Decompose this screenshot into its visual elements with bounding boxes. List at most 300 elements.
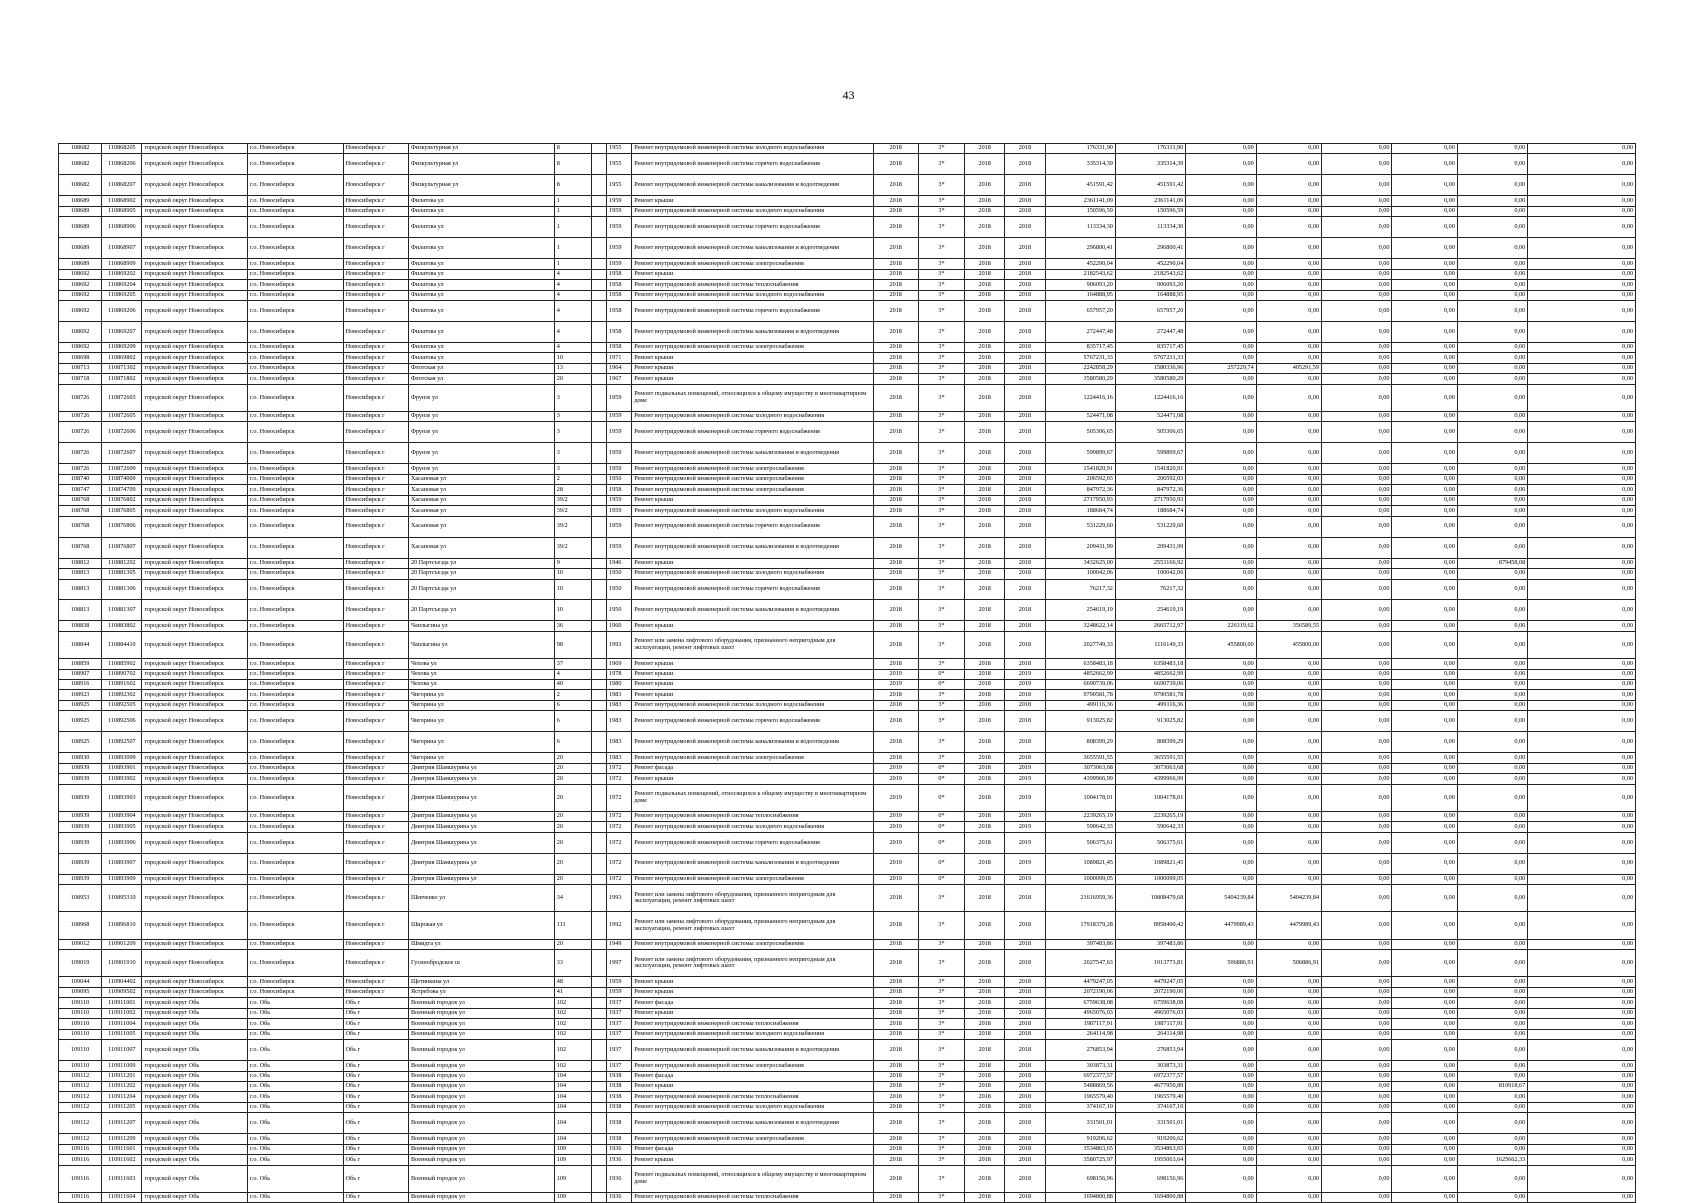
street-cell: Филатова ул bbox=[408, 269, 554, 279]
start-year-cell: 2018 bbox=[965, 811, 1005, 821]
table-row bbox=[59, 443, 1636, 464]
municipal-district-cell: городской округ Новосибирск bbox=[142, 853, 248, 874]
street-cell: Дмитрия Шамшурина ул bbox=[408, 811, 554, 821]
extra-amount-cell: 0,00 bbox=[1528, 259, 1636, 269]
start-year-cell: 2018 bbox=[965, 1061, 1005, 1071]
municipal-district-cell: городской округ Новосибирск bbox=[142, 763, 248, 773]
house-id-cell: 108939 bbox=[59, 784, 102, 811]
table-row bbox=[59, 301, 1636, 322]
municipal-district-cell: городской округ Новосибирск bbox=[142, 280, 248, 290]
street-cell: Фрунзе ул bbox=[408, 443, 554, 464]
category-cell: 3* bbox=[918, 175, 964, 196]
other-amount-cell: 0,00 bbox=[1457, 353, 1527, 363]
table-row bbox=[59, 998, 1636, 1008]
fund-amount-cell: 4399966,99 bbox=[1115, 774, 1185, 784]
work-id-cell: 110909502 bbox=[102, 987, 142, 997]
regional-amount-cell: 0,00 bbox=[1256, 784, 1321, 811]
regional-amount-cell: 0,00 bbox=[1256, 422, 1321, 443]
fund-amount-cell: 272447,48 bbox=[1115, 321, 1185, 342]
category-cell: 0* bbox=[918, 784, 964, 811]
plan-year-cell: 2018 bbox=[873, 987, 918, 997]
start-year-cell: 2018 bbox=[965, 537, 1005, 558]
work-id-cell: 110881306 bbox=[102, 579, 142, 600]
extra-amount-cell: 0,00 bbox=[1528, 516, 1636, 537]
total-cost-cell: 254619,19 bbox=[1045, 600, 1115, 621]
house-number-cell: 102 bbox=[554, 1008, 591, 1018]
house-id-cell: 109110 bbox=[59, 1040, 102, 1061]
start-year-cell: 2018 bbox=[965, 321, 1005, 342]
house-id-cell: 108747 bbox=[59, 485, 102, 495]
build-year-cell: 1959 bbox=[607, 217, 632, 238]
fund-amount-cell: 113334,30 bbox=[1115, 217, 1185, 238]
federal-amount-cell: 0,00 bbox=[1186, 558, 1256, 568]
house-number-cell: 4 bbox=[554, 301, 591, 322]
house-number-cell: 1 bbox=[554, 217, 591, 238]
municipal-entity-cell: г.о. Новосибирск bbox=[248, 811, 344, 821]
total-cost-cell: 2239265,19 bbox=[1045, 811, 1115, 821]
start-year-cell: 2018 bbox=[965, 763, 1005, 773]
street-cell: Филатова ул bbox=[408, 342, 554, 352]
other-amount-cell: 0,00 bbox=[1457, 1071, 1527, 1081]
municipal-district-cell: городской округ Новосибирск bbox=[142, 537, 248, 558]
locality-cell: Новосибирск г bbox=[343, 853, 408, 874]
municipal-entity-cell: г.о. Новосибирск bbox=[248, 474, 344, 484]
house-number-cell: 8 bbox=[554, 175, 591, 196]
owners-amount-cell: 0,00 bbox=[1392, 1192, 1457, 1202]
regional-amount-cell: 0,00 bbox=[1256, 811, 1321, 821]
municipal-entity-cell: г.о. Новосибирск bbox=[248, 342, 344, 352]
owners-amount-cell: 0,00 bbox=[1392, 301, 1457, 322]
house-id-cell: 109110 bbox=[59, 1029, 102, 1039]
build-year-cell: 1972 bbox=[607, 822, 632, 832]
table-row bbox=[59, 506, 1636, 516]
federal-amount-cell: 0,00 bbox=[1186, 495, 1256, 505]
build-year-cell: 1993 bbox=[607, 631, 632, 658]
table-row bbox=[59, 269, 1636, 279]
fund-amount-cell: 8958400,42 bbox=[1115, 912, 1185, 939]
fund-amount-cell: 6759638,08 bbox=[1115, 998, 1185, 1008]
fund-amount-cell: 1987117,91 bbox=[1115, 1019, 1185, 1029]
house-id-cell: 108925 bbox=[59, 700, 102, 710]
municipal-district-cell: городской округ Новосибирск bbox=[142, 822, 248, 832]
table-row bbox=[59, 700, 1636, 710]
plan-year-cell: 2018 bbox=[873, 732, 918, 753]
regional-amount-cell: 0,00 bbox=[1256, 384, 1321, 411]
table-row bbox=[59, 763, 1636, 773]
federal-amount-cell: 0,00 bbox=[1186, 537, 1256, 558]
category-cell: 0* bbox=[918, 774, 964, 784]
end-year-cell: 2019 bbox=[1005, 784, 1045, 811]
owners-amount-cell: 0,00 bbox=[1392, 290, 1457, 300]
work-type-cell: Ремонт внутридомовой инженерной системы теплоснабжения bbox=[632, 811, 873, 821]
fund-amount-cell: 150596,59 bbox=[1115, 206, 1185, 216]
municipal-district-cell: городской округ Обь bbox=[142, 1008, 248, 1018]
locality-cell: Новосибирск г bbox=[343, 579, 408, 600]
municipal-entity-cell: г.о. Новосибирск bbox=[248, 154, 344, 175]
owners-amount-cell: 0,00 bbox=[1392, 1113, 1457, 1134]
work-id-cell: 110893906 bbox=[102, 832, 142, 853]
local-amount-cell: 0,00 bbox=[1322, 1019, 1392, 1029]
start-year-cell: 2018 bbox=[965, 384, 1005, 411]
locality-cell: Новосибирск г bbox=[343, 259, 408, 269]
fund-amount-cell: 3655591,55 bbox=[1115, 753, 1185, 763]
work-id-cell: 110893907 bbox=[102, 853, 142, 874]
plan-year-cell: 2018 bbox=[873, 600, 918, 621]
federal-amount-cell: 0,00 bbox=[1186, 832, 1256, 853]
owners-amount-cell: 0,00 bbox=[1392, 217, 1457, 238]
total-cost-cell: 1089821,45 bbox=[1045, 853, 1115, 874]
house-number-cell: 109 bbox=[554, 1165, 591, 1192]
regional-amount-cell: 0,00 bbox=[1256, 832, 1321, 853]
house-number-cell: 10 bbox=[554, 600, 591, 621]
work-id-cell: 110892507 bbox=[102, 732, 142, 753]
other-amount-cell: 0,00 bbox=[1457, 363, 1527, 373]
other-amount-cell: 0,00 bbox=[1457, 374, 1527, 384]
total-cost-cell: 451591,42 bbox=[1045, 175, 1115, 196]
total-cost-cell: 4852662,99 bbox=[1045, 669, 1115, 679]
building-cell bbox=[591, 1029, 606, 1039]
work-type-cell: Ремонт внутридомовой инженерной системы холодного водоснабжения bbox=[632, 1102, 873, 1112]
extra-amount-cell: 0,00 bbox=[1528, 384, 1636, 411]
house-id-cell: 108939 bbox=[59, 853, 102, 874]
house-id-cell: 108682 bbox=[59, 175, 102, 196]
end-year-cell: 2018 bbox=[1005, 321, 1045, 342]
end-year-cell: 2018 bbox=[1005, 600, 1045, 621]
build-year-cell: 1958 bbox=[607, 485, 632, 495]
municipal-district-cell: городской округ Обь bbox=[142, 1061, 248, 1071]
end-year-cell: 2018 bbox=[1005, 950, 1045, 977]
end-year-cell: 2018 bbox=[1005, 1029, 1045, 1039]
locality-cell: Новосибирск г bbox=[343, 753, 408, 763]
total-cost-cell: 698156,96 bbox=[1045, 1165, 1115, 1192]
total-cost-cell: 506375,61 bbox=[1045, 832, 1115, 853]
category-cell: 0* bbox=[918, 832, 964, 853]
owners-amount-cell: 0,00 bbox=[1392, 238, 1457, 259]
building-cell bbox=[591, 342, 606, 352]
house-number-cell: 109 bbox=[554, 1155, 591, 1165]
end-year-cell: 2018 bbox=[1005, 537, 1045, 558]
house-number-cell: 20 bbox=[554, 763, 591, 773]
federal-amount-cell: 0,00 bbox=[1186, 206, 1256, 216]
build-year-cell: 1992 bbox=[607, 912, 632, 939]
total-cost-cell: 2717950,93 bbox=[1045, 495, 1115, 505]
street-cell: Военный городок ул bbox=[408, 1144, 554, 1154]
work-type-cell: Ремонт внутридомовой инженерной системы холодного водоснабжения bbox=[632, 569, 873, 579]
total-cost-cell: 6690739,06 bbox=[1045, 680, 1115, 690]
building-cell bbox=[591, 464, 606, 474]
build-year-cell: 1950 bbox=[607, 569, 632, 579]
category-cell: 3* bbox=[918, 1008, 964, 1018]
local-amount-cell: 0,00 bbox=[1322, 631, 1392, 658]
local-amount-cell: 0,00 bbox=[1322, 443, 1392, 464]
total-cost-cell: 3655591,55 bbox=[1045, 753, 1115, 763]
work-type-cell: Ремонт крыши bbox=[632, 495, 873, 505]
owners-amount-cell: 0,00 bbox=[1392, 280, 1457, 290]
build-year-cell: 1938 bbox=[607, 1134, 632, 1144]
extra-amount-cell: 0,00 bbox=[1528, 558, 1636, 568]
local-amount-cell: 0,00 bbox=[1322, 384, 1392, 411]
end-year-cell: 2018 bbox=[1005, 353, 1045, 363]
work-type-cell: Ремонт или замена лифтового оборудования, признанного непригодным для эксплуатации, ремонт лифтовых шахт bbox=[632, 631, 873, 658]
end-year-cell: 2018 bbox=[1005, 259, 1045, 269]
table-row bbox=[59, 631, 1636, 658]
house-number-cell: 1 bbox=[554, 196, 591, 206]
street-cell: Дмитрия Шамшурина ул bbox=[408, 832, 554, 853]
regional-amount-cell: 0,00 bbox=[1256, 1040, 1321, 1061]
table-row bbox=[59, 474, 1636, 484]
house-id-cell: 108953 bbox=[59, 885, 102, 912]
work-type-cell: Ремонт внутридомовой инженерной системы электроснабжения bbox=[632, 485, 873, 495]
table-row bbox=[59, 485, 1636, 495]
regional-amount-cell: 4479989,43 bbox=[1256, 912, 1321, 939]
work-id-cell: 110868909 bbox=[102, 259, 142, 269]
building-cell bbox=[591, 537, 606, 558]
work-type-cell: Ремонт крыши bbox=[632, 269, 873, 279]
federal-amount-cell: 0,00 bbox=[1186, 987, 1256, 997]
local-amount-cell: 0,00 bbox=[1322, 874, 1392, 884]
municipal-district-cell: городской округ Новосибирск bbox=[142, 784, 248, 811]
building-cell bbox=[591, 1113, 606, 1134]
work-type-cell: Ремонт внутридомовой инженерной системы горячего водоснабжения bbox=[632, 217, 873, 238]
local-amount-cell: 0,00 bbox=[1322, 1144, 1392, 1154]
local-amount-cell: 0,00 bbox=[1322, 280, 1392, 290]
federal-amount-cell: 0,00 bbox=[1186, 753, 1256, 763]
building-cell bbox=[591, 1165, 606, 1192]
local-amount-cell: 0,00 bbox=[1322, 579, 1392, 600]
regional-amount-cell: 0,00 bbox=[1256, 1155, 1321, 1165]
total-cost-cell: 1965579,40 bbox=[1045, 1092, 1115, 1102]
work-id-cell: 110869205 bbox=[102, 290, 142, 300]
house-id-cell: 108838 bbox=[59, 621, 102, 631]
regional-amount-cell: 0,00 bbox=[1256, 154, 1321, 175]
municipal-entity-cell: г.о. Новосибирск bbox=[248, 569, 344, 579]
federal-amount-cell: 0,00 bbox=[1186, 353, 1256, 363]
municipal-entity-cell: г.о. Новосибирск bbox=[248, 217, 344, 238]
house-number-cell: 3 bbox=[554, 422, 591, 443]
regional-amount-cell: 5404239,84 bbox=[1256, 885, 1321, 912]
federal-amount-cell: 0,00 bbox=[1186, 1134, 1256, 1144]
municipal-district-cell: городской округ Обь bbox=[142, 1192, 248, 1202]
end-year-cell: 2019 bbox=[1005, 822, 1045, 832]
local-amount-cell: 0,00 bbox=[1322, 950, 1392, 977]
locality-cell: Обь г bbox=[343, 1029, 408, 1039]
federal-amount-cell: 0,00 bbox=[1186, 874, 1256, 884]
federal-amount-cell: 0,00 bbox=[1186, 259, 1256, 269]
end-year-cell: 2018 bbox=[1005, 1165, 1045, 1192]
category-cell: 3* bbox=[918, 1071, 964, 1081]
municipal-entity-cell: г.о. Новосибирск bbox=[248, 485, 344, 495]
regional-amount-cell: 0,00 bbox=[1256, 321, 1321, 342]
category-cell: 3* bbox=[918, 144, 964, 154]
other-amount-cell: 0,00 bbox=[1457, 987, 1527, 997]
plan-year-cell: 2018 bbox=[873, 659, 918, 669]
fund-amount-cell: 6358483,18 bbox=[1115, 659, 1185, 669]
house-id-cell: 108813 bbox=[59, 569, 102, 579]
other-amount-cell: 0,00 bbox=[1457, 474, 1527, 484]
municipal-entity-cell: г.о. Новосибирск bbox=[248, 680, 344, 690]
total-cost-cell: 176331,90 bbox=[1045, 144, 1115, 154]
locality-cell: Обь г bbox=[343, 1165, 408, 1192]
street-cell: 20 Партсъезда ул bbox=[408, 558, 554, 568]
work-id-cell: 110911202 bbox=[102, 1082, 142, 1092]
extra-amount-cell: 0,00 bbox=[1528, 977, 1636, 987]
work-type-cell: Ремонт внутридомовой инженерной системы электроснабжения bbox=[632, 464, 873, 474]
municipal-entity-cell: г.о. Новосибирск bbox=[248, 832, 344, 853]
house-id-cell: 109110 bbox=[59, 1008, 102, 1018]
street-cell: Флотская ул bbox=[408, 374, 554, 384]
local-amount-cell: 0,00 bbox=[1322, 374, 1392, 384]
fund-amount-cell: 100042,06 bbox=[1115, 569, 1185, 579]
fund-amount-cell: 452290,04 bbox=[1115, 259, 1185, 269]
house-number-cell: 41 bbox=[554, 987, 591, 997]
end-year-cell: 2018 bbox=[1005, 939, 1045, 949]
table-row bbox=[59, 600, 1636, 621]
end-year-cell: 2018 bbox=[1005, 621, 1045, 631]
house-number-cell: 98 bbox=[554, 631, 591, 658]
build-year-cell: 1958 bbox=[607, 321, 632, 342]
local-amount-cell: 0,00 bbox=[1322, 206, 1392, 216]
work-type-cell: Ремонт внутридомовой инженерной системы горячего водоснабжения bbox=[632, 711, 873, 732]
municipal-entity-cell: г.о. Обь bbox=[248, 1040, 344, 1061]
end-year-cell: 2018 bbox=[1005, 711, 1045, 732]
street-cell: Военный городок ул bbox=[408, 1165, 554, 1192]
start-year-cell: 2018 bbox=[965, 680, 1005, 690]
start-year-cell: 2018 bbox=[965, 977, 1005, 987]
municipal-entity-cell: г.о. Новосибирск bbox=[248, 621, 344, 631]
building-cell bbox=[591, 217, 606, 238]
street-cell: Военный городок ул bbox=[408, 1155, 554, 1165]
work-type-cell: Ремонт внутридомовой инженерной системы теплоснабжения bbox=[632, 280, 873, 290]
local-amount-cell: 0,00 bbox=[1322, 1092, 1392, 1102]
extra-amount-cell: 0,00 bbox=[1528, 832, 1636, 853]
end-year-cell: 2018 bbox=[1005, 238, 1045, 259]
owners-amount-cell: 0,00 bbox=[1392, 1029, 1457, 1039]
table-row bbox=[59, 464, 1636, 474]
other-amount-cell: 0,00 bbox=[1457, 1092, 1527, 1102]
street-cell: Дмитрия Шамшурина ул bbox=[408, 774, 554, 784]
regional-amount-cell: 0,00 bbox=[1256, 1102, 1321, 1112]
plan-year-cell: 2018 bbox=[873, 280, 918, 290]
street-cell: Дмитрия Шамшурина ул bbox=[408, 853, 554, 874]
local-amount-cell: 0,00 bbox=[1322, 558, 1392, 568]
work-id-cell: 110869802 bbox=[102, 353, 142, 363]
locality-cell: Новосибирск г bbox=[343, 874, 408, 884]
extra-amount-cell: 0,00 bbox=[1528, 1008, 1636, 1018]
table-row bbox=[59, 374, 1636, 384]
municipal-district-cell: городской округ Новосибирск bbox=[142, 206, 248, 216]
start-year-cell: 2018 bbox=[965, 1155, 1005, 1165]
extra-amount-cell: 0,00 bbox=[1528, 569, 1636, 579]
municipal-district-cell: городской округ Новосибирск bbox=[142, 600, 248, 621]
locality-cell: Новосибирск г bbox=[343, 669, 408, 679]
municipal-district-cell: городской округ Новосибирск bbox=[142, 631, 248, 658]
street-cell: Филатова ул bbox=[408, 217, 554, 238]
fund-amount-cell: 164888,95 bbox=[1115, 290, 1185, 300]
table-row bbox=[59, 422, 1636, 443]
work-id-cell: 110911007 bbox=[102, 1040, 142, 1061]
other-amount-cell: 0,00 bbox=[1457, 774, 1527, 784]
regional-amount-cell: 0,00 bbox=[1256, 443, 1321, 464]
extra-amount-cell: 0,00 bbox=[1528, 144, 1636, 154]
house-number-cell: 111 bbox=[554, 912, 591, 939]
owners-amount-cell: 0,00 bbox=[1392, 912, 1457, 939]
regional-amount-cell: 0,00 bbox=[1256, 238, 1321, 259]
building-cell bbox=[591, 753, 606, 763]
owners-amount-cell: 0,00 bbox=[1392, 1061, 1457, 1071]
table-row bbox=[59, 1082, 1636, 1092]
fund-amount-cell: 4852662,99 bbox=[1115, 669, 1185, 679]
building-cell bbox=[591, 1082, 606, 1092]
local-amount-cell: 0,00 bbox=[1322, 474, 1392, 484]
plan-year-cell: 2018 bbox=[873, 269, 918, 279]
other-amount-cell: 0,00 bbox=[1457, 1061, 1527, 1071]
start-year-cell: 2018 bbox=[965, 290, 1005, 300]
owners-amount-cell: 0,00 bbox=[1392, 939, 1457, 949]
work-type-cell: Ремонт крыши bbox=[632, 363, 873, 373]
build-year-cell: 1959 bbox=[607, 443, 632, 464]
start-year-cell: 2018 bbox=[965, 301, 1005, 322]
end-year-cell: 2018 bbox=[1005, 301, 1045, 322]
municipal-entity-cell: г.о. Новосибирск bbox=[248, 259, 344, 269]
start-year-cell: 2018 bbox=[965, 495, 1005, 505]
category-cell: 3* bbox=[918, 1134, 964, 1144]
plan-year-cell: 2018 bbox=[873, 422, 918, 443]
plan-year-cell: 2018 bbox=[873, 1092, 918, 1102]
street-cell: Военный городок ул bbox=[408, 1019, 554, 1029]
municipal-entity-cell: г.о. Новосибирск bbox=[248, 516, 344, 537]
fund-amount-cell: 2717950,93 bbox=[1115, 495, 1185, 505]
building-cell bbox=[591, 154, 606, 175]
locality-cell: Новосибирск г bbox=[343, 631, 408, 658]
house-id-cell: 108930 bbox=[59, 753, 102, 763]
other-amount-cell: 879458,08 bbox=[1457, 558, 1527, 568]
municipal-entity-cell: г.о. Новосибирск bbox=[248, 495, 344, 505]
other-amount-cell: 0,00 bbox=[1457, 912, 1527, 939]
work-type-cell: Ремонт внутридомовой инженерной системы электроснабжения bbox=[632, 753, 873, 763]
owners-amount-cell: 0,00 bbox=[1392, 1102, 1457, 1112]
extra-amount-cell: 0,00 bbox=[1528, 853, 1636, 874]
total-cost-cell: 3073063,68 bbox=[1045, 763, 1115, 773]
work-type-cell: Ремонт подвальных помещений, относящихся к общему имуществу в многоквартирном доме bbox=[632, 1165, 873, 1192]
street-cell: Военный городок ул bbox=[408, 1134, 554, 1144]
local-amount-cell: 0,00 bbox=[1322, 659, 1392, 669]
build-year-cell: 1959 bbox=[607, 506, 632, 516]
fund-amount-cell: 590642,33 bbox=[1115, 822, 1185, 832]
category-cell: 3* bbox=[918, 569, 964, 579]
local-amount-cell: 0,00 bbox=[1322, 485, 1392, 495]
start-year-cell: 2018 bbox=[965, 516, 1005, 537]
work-id-cell: 110893009 bbox=[102, 753, 142, 763]
municipal-entity-cell: г.о. Новосибирск bbox=[248, 763, 344, 773]
house-id-cell: 108682 bbox=[59, 144, 102, 154]
house-id-cell: 109110 bbox=[59, 998, 102, 1008]
work-id-cell: 110881307 bbox=[102, 600, 142, 621]
fund-amount-cell: 835717,45 bbox=[1115, 342, 1185, 352]
house-id-cell: 108925 bbox=[59, 711, 102, 732]
build-year-cell: 1937 bbox=[607, 1008, 632, 1018]
owners-amount-cell: 0,00 bbox=[1392, 269, 1457, 279]
fund-amount-cell: 451591,42 bbox=[1115, 175, 1185, 196]
municipal-entity-cell: г.о. Обь bbox=[248, 1155, 344, 1165]
house-id-cell: 109116 bbox=[59, 1192, 102, 1202]
federal-amount-cell: 0,00 bbox=[1186, 301, 1256, 322]
federal-amount-cell: 4479989,43 bbox=[1186, 912, 1256, 939]
house-id-cell: 108689 bbox=[59, 238, 102, 259]
category-cell: 3* bbox=[918, 342, 964, 352]
total-cost-cell: 76217,32 bbox=[1045, 579, 1115, 600]
house-id-cell: 108698 bbox=[59, 353, 102, 363]
plan-year-cell: 2018 bbox=[873, 506, 918, 516]
